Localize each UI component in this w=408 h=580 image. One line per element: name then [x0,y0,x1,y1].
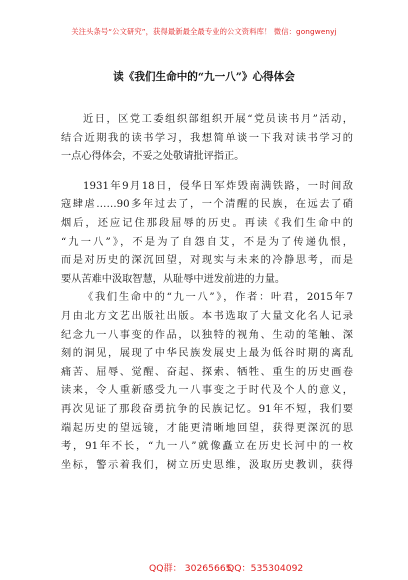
qq-number: QQ：535304092 [227,563,304,574]
qq-group-number: QQ群： 30265665 [149,563,232,574]
header-promo-note: 关注头条号“公文研究”，获得最新最全最专业的公文资料库！ 微信：gongwenyj [71,27,337,36]
text-line: 1931年9月18日，侵华日军炸毁南满铁路，一时间敌 [83,180,353,192]
text-line: 读来，令人重新感受九一八事变之于时代及个人的意义， [61,385,353,397]
text-line: 而是对历史的深沉回望，对现实与未来的冷静思考，而是 [61,255,353,267]
text-line: 考，91年不长，“九一八”就像矗立在历史长河中的一枚 [61,441,353,453]
text-line: 端起历史的望远镜，才能更清晰地回望，获得更深沉的思 [61,422,353,434]
text-line: 月由北方文艺出版社出版。本书选取了大量文化名人记录 [61,310,353,322]
text-line: 烟后，还应记住那段屈辱的历史。再读《我们生命中的 [61,217,353,229]
text-line: 刻的洞见，展现了中华民族发展史上最为低谷时期的离乱 [61,348,353,360]
text-line: 纪念九一八事变的作品，以独特的视角、生动的笔触、深 [61,329,353,341]
text-line: 寇肆虐……90多年过去了，一个清醒的民族，在远去了硝 [61,199,353,211]
paragraph [61,289,353,475]
text-line: 近日，区党工委组织部组织开展“党员读书月”活动， [83,114,353,125]
document-title: 读《我们生命中的“九一八”》心得体会 [113,71,295,83]
paragraph [61,178,353,290]
document-body [61,111,353,475]
text-line: 一点心得体会，不妥之处敬请批评指正。 [61,151,245,163]
text-line: “九一八”》，不是为了自怨自艾，不是为了传递仇恨， [61,236,353,248]
text-line: 要从苦难中汲取智慧，从耻辱中迸发前进的力量。 [61,273,286,285]
text-line: 痛苦、屈辱、觉醒、奋起、探索、牺牲、重生的历史画卷 [61,366,353,378]
paragraph [61,111,353,167]
text-line: 坐标，警示着我们，树立历史思维，汲取历史教训，获得 [61,459,353,471]
text-line: 结合近期我的读书学习，我想简单谈一下我对读书学习的 [61,132,353,144]
text-line: 再次见证了那段奋勇抗争的民族记忆。91年不短，我们要 [61,403,353,415]
text-line: 《我们生命中的“九一八”》，作者：叶君，2015年7 [83,292,353,304]
